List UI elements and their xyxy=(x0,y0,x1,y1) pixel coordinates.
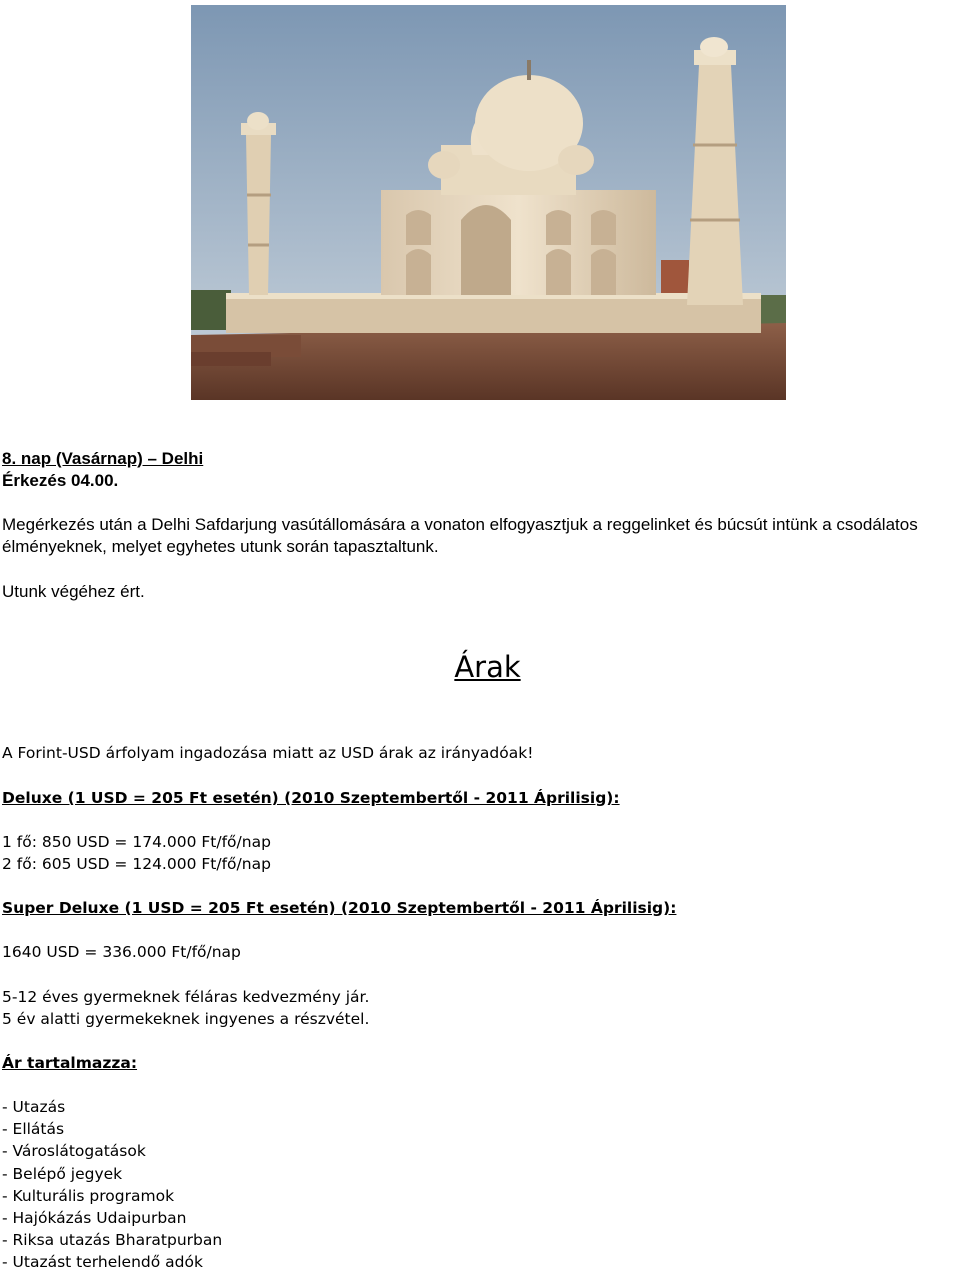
list-item: - Utazás xyxy=(2,1098,66,1116)
includes-list xyxy=(2,1096,222,1274)
prices-title: Árak xyxy=(454,650,521,684)
deluxe-heading: Deluxe (1 USD = 205 Ft esetén) (2010 Szeptembertől - 2011 Áprilisig): xyxy=(2,789,620,807)
arrival-time: Érkezés 04.00. xyxy=(2,471,119,490)
trip-end-text: Utunk végéhez ért. xyxy=(2,582,145,601)
taj-mahal-photo xyxy=(191,5,786,400)
list-item: - Ellátás xyxy=(2,1120,65,1139)
list-item: - Kulturális programok xyxy=(2,1186,175,1205)
list-item: - Riksa utazás Bharatpurban xyxy=(2,1231,223,1250)
exchange-note: A Forint-USD árfolyam ingadozása miatt az USD árak az irányadóak! xyxy=(2,744,534,762)
day-heading: 8. nap (Vasárnap) – Delhi xyxy=(2,449,204,468)
includes-heading: Ár tartalmazza: xyxy=(2,1054,138,1072)
day-description: Megérkezés után a Delhi Safdarjung vasútállomására a vonaton elfogyasztjuk a reggelinket és búcsút intünk a csodálatos élményeknek, melyet egyhetes utunk során tapasztaltunk. xyxy=(2,515,918,556)
list-item: - Utazást terhelendő adók xyxy=(2,1253,203,1272)
list-item: - Hajókázás Udaipurban xyxy=(2,1209,187,1228)
super-deluxe-heading: Super Deluxe (1 USD = 205 Ft esetén) (2010 Szeptembertől - 2011 Áprilisig): xyxy=(2,899,677,917)
super-deluxe-price: 1640 USD = 336.000 Ft/fő/nap xyxy=(2,943,241,961)
deluxe-price-1: 1 fő: 850 USD = 174.000 Ft/fő/nap xyxy=(2,833,271,851)
children-free: 5 év alatti gyermekeknek ingyenes a részvétel. xyxy=(2,1010,370,1028)
list-item: - Városlátogatások xyxy=(2,1142,146,1161)
list-item: - Belépő jegyek xyxy=(2,1164,123,1183)
children-discount: 5-12 éves gyermeknek féláras kedvezmény jár. xyxy=(2,988,370,1006)
deluxe-price-2: 2 fő: 605 USD = 124.000 Ft/fő/nap xyxy=(2,855,271,873)
